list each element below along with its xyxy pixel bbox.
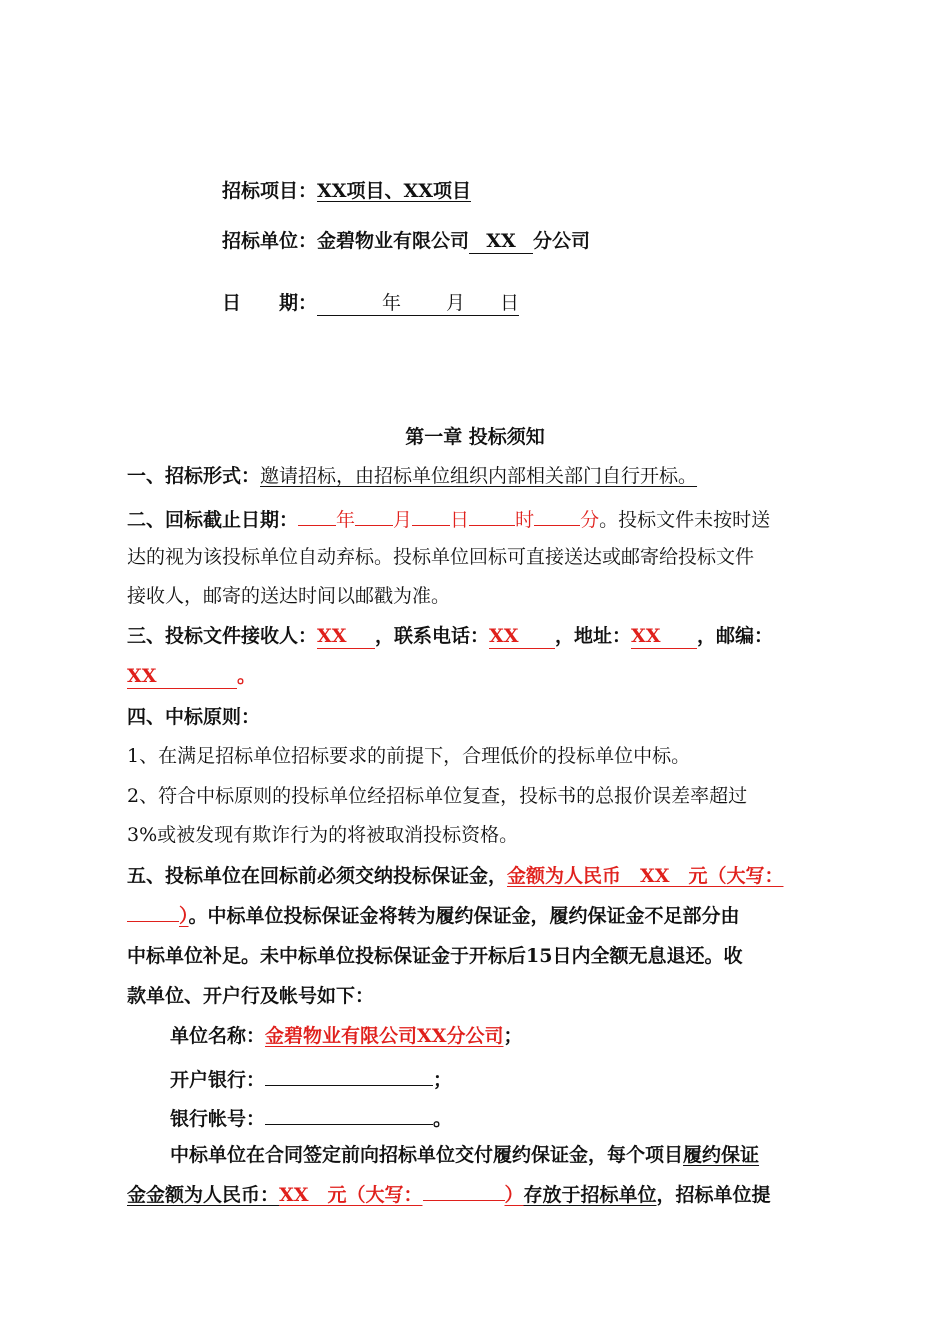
account-name-label: 单位名称： [170,1025,266,1047]
cover-date-month: 月 [446,292,466,314]
account-name-value: 金碧物业有限公司XX分公司 [265,1025,504,1047]
deadline-month: 月 [393,509,413,531]
section-1-label: 一、招标形式： [127,465,261,487]
bank-end: ； [433,1069,453,1091]
section-4-p2-line1: 2、符合中标原则的投标单位经招标单位复查，投标书的总报价误差率超过 [127,785,748,807]
section-5-lead: 五、投标单位在回标前必须交纳投标保证金， [127,865,508,887]
section-3-line2 [127,664,256,689]
cover-unit-label: 招标单位： [222,230,318,252]
address-label: ，地址： [555,625,632,647]
performance-amount: XX 元（大写： [279,1184,423,1206]
cover-date-label: 日 期： [222,292,318,314]
performance-line1-underlined: 履约保证 [683,1144,760,1166]
phone-label: ，联系电话： [375,625,490,647]
deadline-year: 年 [336,509,356,531]
zip-value: XX [127,664,237,689]
deadline-hour: 时 [515,509,535,531]
bid-bond-amount: 金额为人民币 XX 元（大写： [507,865,784,887]
section-5-line3: 中标单位补足。未中标单位投标保证金于开标后15日内全额无息退还。收 [127,945,743,967]
phone-value: XX [489,624,555,649]
chapter-title: 第一章 投标须知 [405,426,545,448]
section-5-line2 [127,904,740,928]
account-name-end: ； [503,1025,523,1047]
performance-close: ） [504,1184,524,1206]
performance-line1 [170,1143,759,1167]
address-value: XX [631,624,697,649]
cover-unit-branch: XX [469,229,533,254]
section-4-label: 四、中标原则： [127,706,261,728]
account-line [170,1104,452,1131]
section-4-p2-line2: 3%或被发现有欺诈行为的将被取消投标资格。 [127,824,519,846]
performance-amount-label: 金金额为人民币： [127,1184,280,1206]
section-5-line4: 款单位、开户行及帐号如下： [127,985,375,1007]
deadline-day: 日 [450,509,470,531]
cover-project-value: XX项目、XX项目 [317,180,471,202]
deadline-minute: 分 [580,509,600,531]
account-end: 。 [433,1108,453,1130]
section-1-text: 邀请招标，由招标单位组织内部相关部门自行开标。 [260,465,698,487]
cover-project-label: 招标项目： [222,180,318,202]
cover-date-line [222,291,519,316]
section-4-p1: 1、在满足招标单位招标要求的前提下，合理低价的投标单位中标。 [127,745,691,767]
cover-unit-suffix: 分公司 [533,230,591,252]
section-3-line1 [127,624,773,649]
section-3-label: 三、投标文件接收人： [127,625,318,647]
bank-label: 开户银行： [170,1069,266,1091]
performance-line2-tail: 存放于招标单位 [523,1184,657,1206]
performance-line2-end: ，招标单位提 [656,1184,771,1206]
cover-date-day: 日 [500,292,520,314]
account-name-line [170,1024,523,1048]
cover-unit-line [222,229,590,254]
section-5-line2-tail: 。中标单位投标保证金将转为履约保证金，履约保证金不足部分由 [188,905,740,927]
section-2-tail: 。投标文件未按时送 [599,509,771,531]
bank-line [170,1065,452,1092]
section-2-line1 [127,505,770,532]
cover-unit-value: 金碧物业有限公司 [317,230,470,252]
section-2-label: 二、回标截止日期： [127,509,299,531]
zip-label: ，邮编： [697,625,774,647]
section-2-line3: 接收人，邮寄的送达时间以邮戳为准。 [127,585,451,607]
performance-line2 [127,1183,771,1207]
receiver-value: XX [317,624,375,649]
section-2-line2: 达的视为该投标单位自动弃标。投标单位回标可直接送达或邮寄给投标文件 [127,546,755,568]
cover-project-line [222,179,471,203]
section-5-line1 [127,864,784,888]
account-label: 银行帐号： [170,1108,266,1130]
cover-date-year: 年 [382,292,402,314]
section-1 [127,464,697,488]
zip-end: 。 [237,665,257,687]
performance-line1-text: 中标单位在合同签定前向招标单位交付履约保证金，每个项目 [170,1144,684,1166]
bid-bond-close: ） [179,905,189,927]
